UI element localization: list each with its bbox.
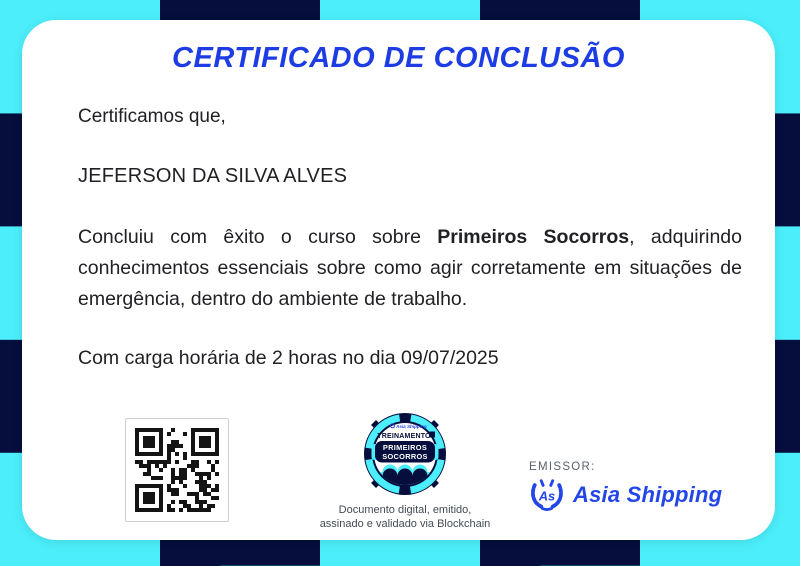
workload-date-line: Com carga horária de 2 horas no dia 09/07/2025	[78, 347, 499, 369]
paragraph-suffix: , adquirindo conhecimentos essenciais sobre como agir corretamente em situações de emergência, dentro do ambiente de trabalho.	[78, 226, 742, 310]
blockchain-note-line2: assinado e validado via Blockchain	[319, 517, 491, 530]
issuer-monogram: As	[538, 488, 556, 504]
recipient-name: JEFERSON DA SILVA ALVES	[78, 165, 348, 187]
paragraph-prefix: Concluiu com êxito o curso sobre	[78, 226, 438, 248]
training-seal-icon	[363, 412, 447, 496]
training-seal	[363, 412, 447, 496]
seal-brand-text: Asia Shipping	[396, 423, 427, 429]
certificate-body	[78, 106, 742, 370]
certificate-title: CERTIFICADO DE CONCLUSÃO	[172, 42, 625, 74]
seal-course-line1: PRIMEIROS	[382, 443, 428, 452]
issuer-label: EMISSOR:	[529, 461, 596, 473]
issuer-logo	[525, 476, 722, 514]
qr-code	[125, 418, 229, 522]
seal-label-text: TREINAMENTO	[377, 433, 431, 440]
blockchain-note-line1: Documento digital, emitido,	[338, 504, 472, 516]
completion-paragraph	[78, 222, 742, 315]
issuer-name: Asia Shipping	[573, 482, 723, 507]
intro-line: Certificamos que,	[78, 106, 226, 127]
course-name: Primeiros Socorros	[437, 226, 630, 248]
seal-course-line2: SOCORROS	[382, 451, 428, 461]
laurel-wreath-monogram-icon	[525, 477, 567, 513]
certificate-card	[22, 20, 775, 540]
qr-code-icon	[135, 428, 219, 512]
blockchain-note	[290, 504, 520, 531]
